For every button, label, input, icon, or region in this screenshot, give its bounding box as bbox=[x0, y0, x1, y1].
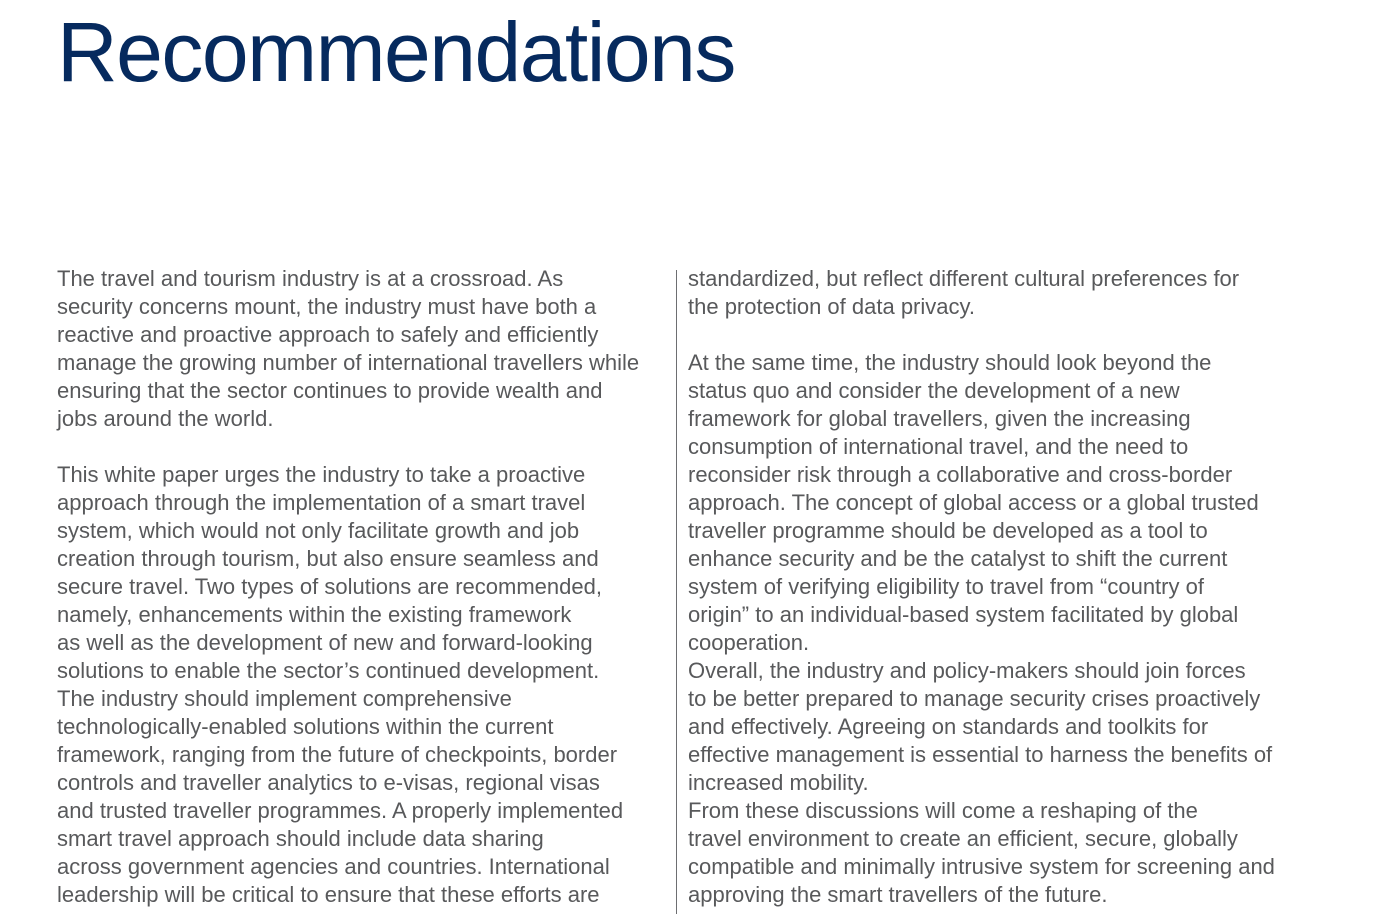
text-line: increased mobility. bbox=[688, 770, 869, 795]
right-column bbox=[688, 265, 1328, 909]
text-line: and effectively. Agreeing on standards and toolkits for bbox=[688, 714, 1209, 739]
text-line: creation through tourism, but also ensure seamless and bbox=[57, 546, 599, 571]
paragraph-intro bbox=[57, 265, 667, 433]
text-line: standardized, but reflect different cultural preferences for bbox=[688, 266, 1240, 291]
page-title: Recommendations bbox=[57, 5, 735, 99]
text-line: secure travel. Two types of solutions are recommended, bbox=[57, 574, 602, 599]
text-line: consumption of international travel, and the need to bbox=[688, 434, 1189, 459]
text-line: At the same time, the industry should look beyond the bbox=[688, 350, 1212, 375]
text-line: as well as the development of new and forward-looking bbox=[57, 630, 593, 655]
text-line: system of verifying eligibility to travel from “country of bbox=[688, 574, 1204, 599]
paragraph-gap bbox=[688, 321, 1328, 349]
text-line: Overall, the industry and policy-makers should join forces bbox=[688, 658, 1246, 683]
text-line: security concerns mount, the industry must have both a bbox=[57, 294, 597, 319]
text-line: origin” to an individual-based system facilitated by global bbox=[688, 602, 1239, 627]
text-line: ensuring that the sector continues to provide wealth and bbox=[57, 378, 603, 403]
text-line: travel environment to create an efficient, secure, globally bbox=[688, 826, 1238, 851]
text-line: status quo and consider the development of a new bbox=[688, 378, 1180, 403]
text-line: approving the smart travellers of the future. bbox=[688, 882, 1108, 907]
text-line: solutions to enable the sector’s continued development. bbox=[57, 658, 600, 683]
text-line: approach through the implementation of a smart travel bbox=[57, 490, 586, 515]
text-line: traveller programme should be developed as a tool to bbox=[688, 518, 1208, 543]
text-line: technologically-enabled solutions within the current bbox=[57, 714, 554, 739]
text-line: to be better prepared to manage security crises proactively bbox=[688, 686, 1261, 711]
text-line: The travel and tourism industry is at a crossroad. As bbox=[57, 266, 564, 291]
text-line: reactive and proactive approach to safely and efficiently bbox=[57, 322, 599, 347]
paragraph-white-paper bbox=[57, 461, 667, 909]
left-column bbox=[57, 265, 667, 909]
text-line: cooperation. bbox=[688, 630, 810, 655]
text-line: across government agencies and countries. International bbox=[57, 854, 610, 879]
text-line: manage the growing number of international travellers while bbox=[57, 350, 640, 375]
text-line: reconsider risk through a collaborative and cross-border bbox=[688, 462, 1233, 487]
text-line: system, which would not only facilitate growth and job bbox=[57, 518, 580, 543]
text-line: smart travel approach should include data sharing bbox=[57, 826, 544, 851]
text-line: jobs around the world. bbox=[57, 406, 274, 431]
paragraph-global-framework bbox=[688, 349, 1328, 909]
text-line: approach. The concept of global access or a global trusted bbox=[688, 490, 1259, 515]
text-line: The industry should implement comprehensive bbox=[57, 686, 512, 711]
text-line: framework, ranging from the future of checkpoints, border bbox=[57, 742, 618, 767]
column-divider bbox=[676, 270, 677, 914]
text-line: the protection of data privacy. bbox=[688, 294, 975, 319]
text-line: leadership will be critical to ensure that these efforts are bbox=[57, 882, 600, 907]
paragraph-continuation bbox=[688, 265, 1328, 321]
text-line: compatible and minimally intrusive system for screening and bbox=[688, 854, 1275, 879]
text-line: controls and traveller analytics to e-visas, regional visas bbox=[57, 770, 600, 795]
text-line: and trusted traveller programmes. A properly implemented bbox=[57, 798, 624, 823]
text-line: framework for global travellers, given the increasing bbox=[688, 406, 1191, 431]
text-line: From these discussions will come a reshaping of the bbox=[688, 798, 1198, 823]
text-line: namely, enhancements within the existing framework bbox=[57, 602, 572, 627]
text-line: effective management is essential to harness the benefits of bbox=[688, 742, 1273, 767]
text-line: enhance security and be the catalyst to shift the current bbox=[688, 546, 1228, 571]
text-line: This white paper urges the industry to take a proactive bbox=[57, 462, 586, 487]
paragraph-gap bbox=[57, 433, 667, 461]
